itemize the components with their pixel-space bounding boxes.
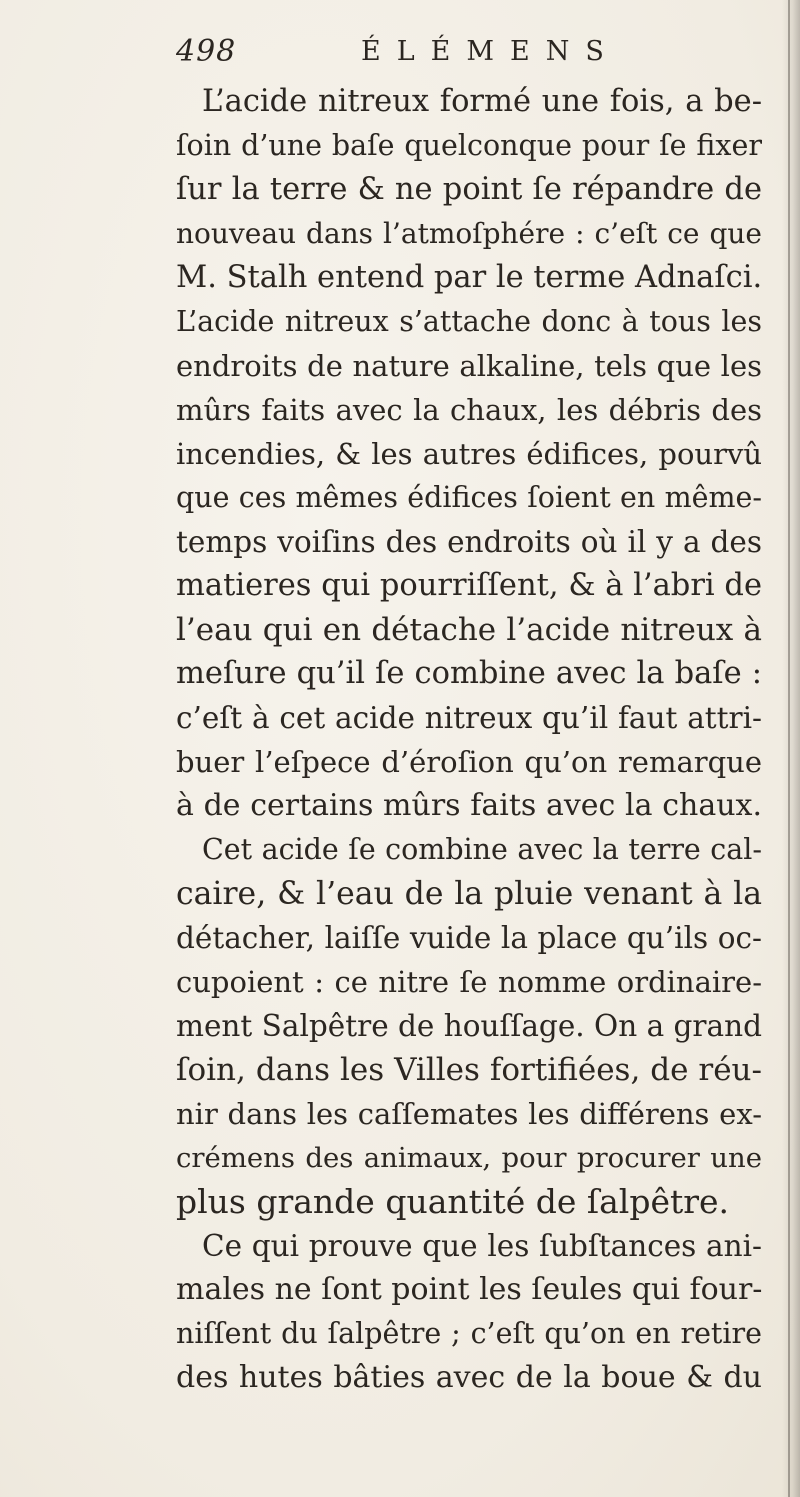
text-line: plus grande quantité de ſalpêtre. (176, 1182, 730, 1221)
text-line: ment Salpêtre de houſſage. On a grand (176, 1009, 763, 1043)
text-line: c’eſt à cet acide nitreux qu’il faut attri- (176, 701, 762, 735)
text-line: détacher, laiſſe vuide la place qu’ils oc- (176, 921, 762, 955)
text-line: M. Stalh entend par le terme Adnaſci. (176, 260, 763, 295)
body-text (176, 80, 762, 1400)
text-line: mûrs faits avec la chaux, les débris des (176, 393, 762, 427)
text-line: meſure qu’il ſe combine avec la baſe : (176, 656, 762, 691)
text-line: des hutes bâties avec de la boue & du (176, 1360, 762, 1395)
running-head: ÉLÉMENS (361, 36, 620, 67)
text-line: à de certains mûrs faits avec la chaux. (176, 788, 762, 823)
text-line: ſoin, dans les Villes fortifiées, de réu- (176, 1052, 762, 1088)
page-edge-line (788, 0, 790, 1497)
text-line: caire, & l’eau de la pluie venant à la (176, 876, 762, 912)
text-line: incendies, & les autres édifices, pourvû (176, 437, 762, 471)
text-line: L’acide nitreux formé une fois, a be- (202, 84, 762, 119)
text-line: niſſent du ſalpêtre ; c’eſt qu’on en retire (176, 1317, 762, 1350)
text-line: Cet acide ſe combine avec la terre cal- (202, 833, 762, 866)
text-line: nouveau dans l’atmoſphére : c’eſt ce que (176, 217, 762, 250)
text-line: matieres qui pourriſſent, & à l’abri de (176, 568, 762, 603)
text-line: nir dans les caſſemates les différens ex- (176, 1097, 762, 1131)
text-line: ſur la terre & ne point ſe répandre de (176, 172, 762, 207)
text-line: L’acide nitreux s’attache donc à tous les (176, 305, 762, 338)
text-line: l’eau qui en détache l’acide nitreux à (176, 612, 762, 648)
page-number: 498 (176, 34, 237, 69)
text-line: buer l’eſpece d’éroſion qu’on remarque (176, 745, 762, 779)
text-line: crémens des animaux, pour procurer une (176, 1142, 762, 1174)
text-line: ſoin d’une baſe quelconque pour ſe fixer (176, 129, 762, 162)
page-edge-shadow (782, 0, 800, 1497)
page-header (176, 34, 736, 74)
text-line: Ce qui prouve que les ſubſtances ani- (202, 1229, 762, 1263)
text-line: cupoient : ce nitre ſe nomme ordinaire- (176, 965, 762, 999)
text-line: males ne ſont point les ſeules qui four- (176, 1272, 763, 1307)
text-line: que ces mêmes édifices ſoient en même- (176, 481, 762, 514)
text-line: temps voiſins des endroits où il y a des (176, 525, 762, 559)
text-line: endroits de nature alkaline, tels que les (176, 349, 762, 383)
